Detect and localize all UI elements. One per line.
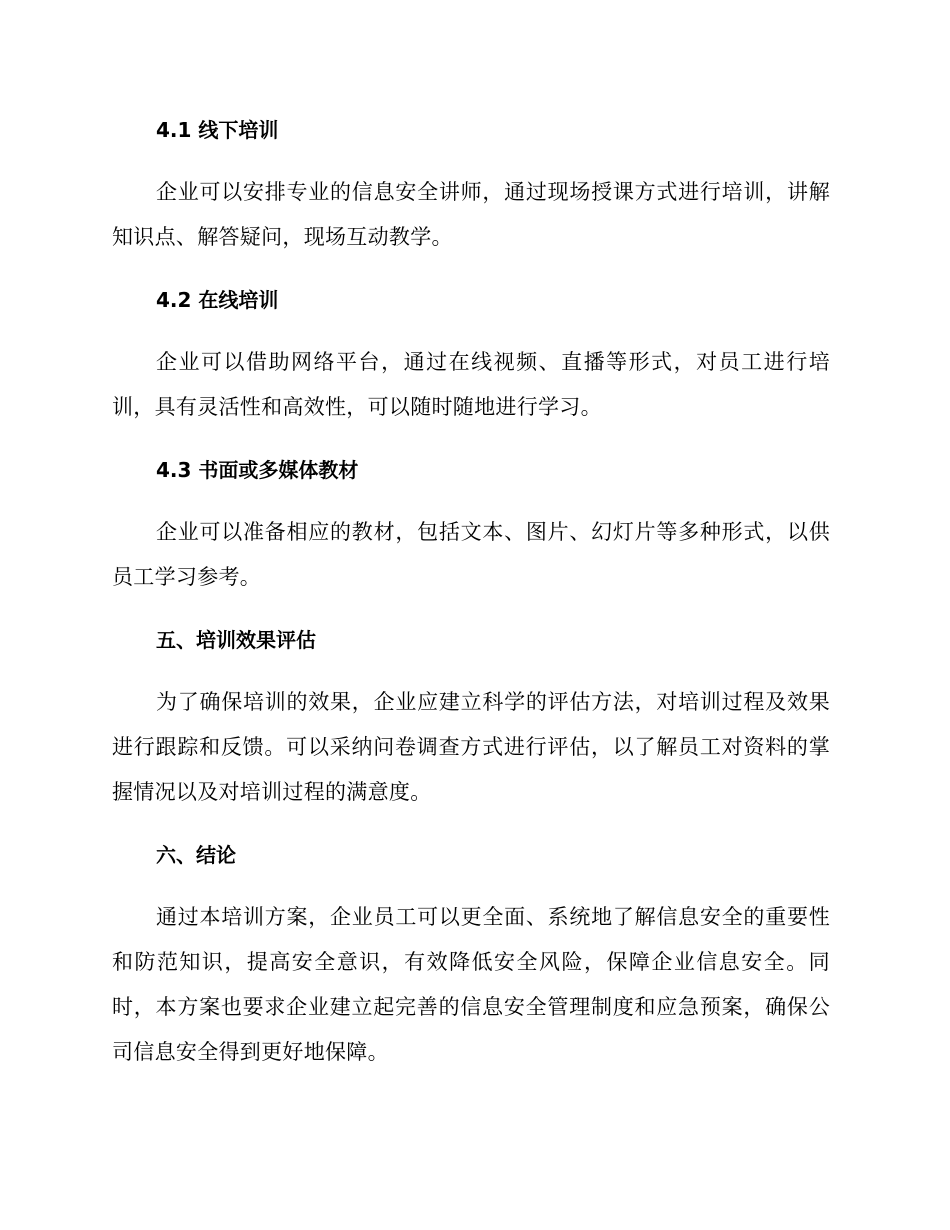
section-heading-online-training: 4.2 在线培训 [156,288,279,312]
section-paragraph-evaluation: 为了确保培训的效果，企业应建立科学的评估方法，对培训过程及效果进行跟踪和反馈。可以采纳问卷调查方式进行评估，以了解员工对资料的掌握情况以及对培训过程的满意度。 [112,690,830,804]
section-heading-offline-training: 4.1 线下培训 [156,118,279,142]
document-body [112,113,830,1098]
section-heading-evaluation: 五、培训效果评估 [156,628,316,652]
section-paragraph-online-training: 企业可以借助网络平台，通过在线视频、直播等形式，对员工进行培训，具有灵活性和高效性，可以随时随地进行学习。 [112,350,830,419]
section-paragraph-materials: 企业可以准备相应的教材，包括文本、图片、幻灯片等多种形式，以供员工学习参考。 [112,520,830,589]
section-paragraph-offline-training: 企业可以安排专业的信息安全讲师，通过现场授课方式进行培训，讲解知识点、解答疑问，现场互动教学。 [112,180,830,249]
section-heading-materials: 4.3 书面或多媒体教材 [156,458,359,482]
section-heading-conclusion: 六、结论 [156,843,236,867]
section-paragraph-conclusion: 通过本培训方案，企业员工可以更全面、系统地了解信息安全的重要性和防范知识，提高安全意识，有效降低安全风险，保障企业信息安全。同时，本方案也要求企业建立起完善的信息安全管理制度和应急预案，确保公司信息安全得到更好地保障。 [112,905,830,1064]
